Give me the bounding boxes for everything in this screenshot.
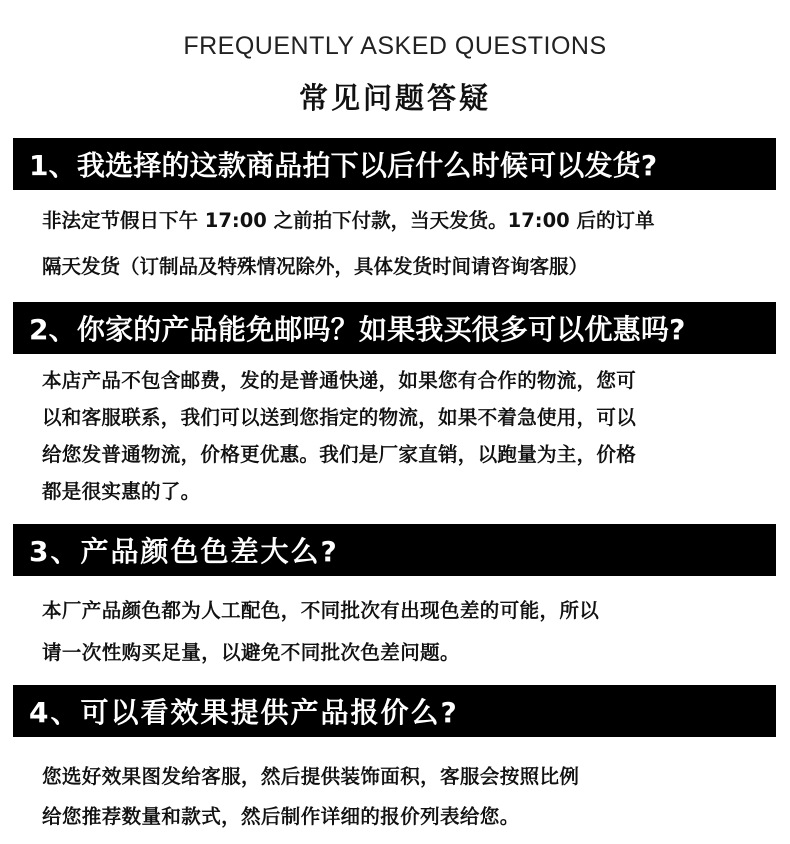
- faq-question-3: 3、产品颜色色差大么?: [13, 524, 776, 576]
- faq-question-4: 4、可以看效果提供产品报价么?: [13, 685, 776, 737]
- faq-answer-2: 本店产品不包含邮费，发的是普通快递，如果您有合作的物流，您可 以和客服联系，我们可以送到您指定的物流，如果不着急使用，可以 给您发普通物流，价格更优惠。我们是厂家直销，以跑量为主，价格 都是很实惠的了。: [42, 369, 637, 503]
- faq-answer-3: 本厂产品颜色都为人工配色，不同批次有出现色差的可能，所以 请一次性购买足量，以避免不同批次色差问题。: [42, 599, 600, 664]
- faq-answer-1: 非法定节假日下午 17:00 之前拍下付款，当天发货。17:00 后的订单 隔天发货（订制品及特殊情况除外，具体发货时间请咨询客服）: [42, 209, 655, 278]
- faq-answer-4: 您选好效果图发给客服，然后提供装饰面积，客服会按照比例 给您推荐数量和款式，然后制作详细的报价列表给您。: [42, 765, 580, 828]
- faq-question-1: 1、我选择的这款商品拍下以后什么时候可以发货?: [13, 138, 776, 190]
- faq-question-2: 2、你家的产品能免邮吗？如果我买很多可以优惠吗?: [13, 302, 776, 354]
- faq-title-english: FREQUENTLY ASKED QUESTIONS: [183, 32, 607, 60]
- faq-title-chinese: 常见问题答疑: [298, 81, 491, 115]
